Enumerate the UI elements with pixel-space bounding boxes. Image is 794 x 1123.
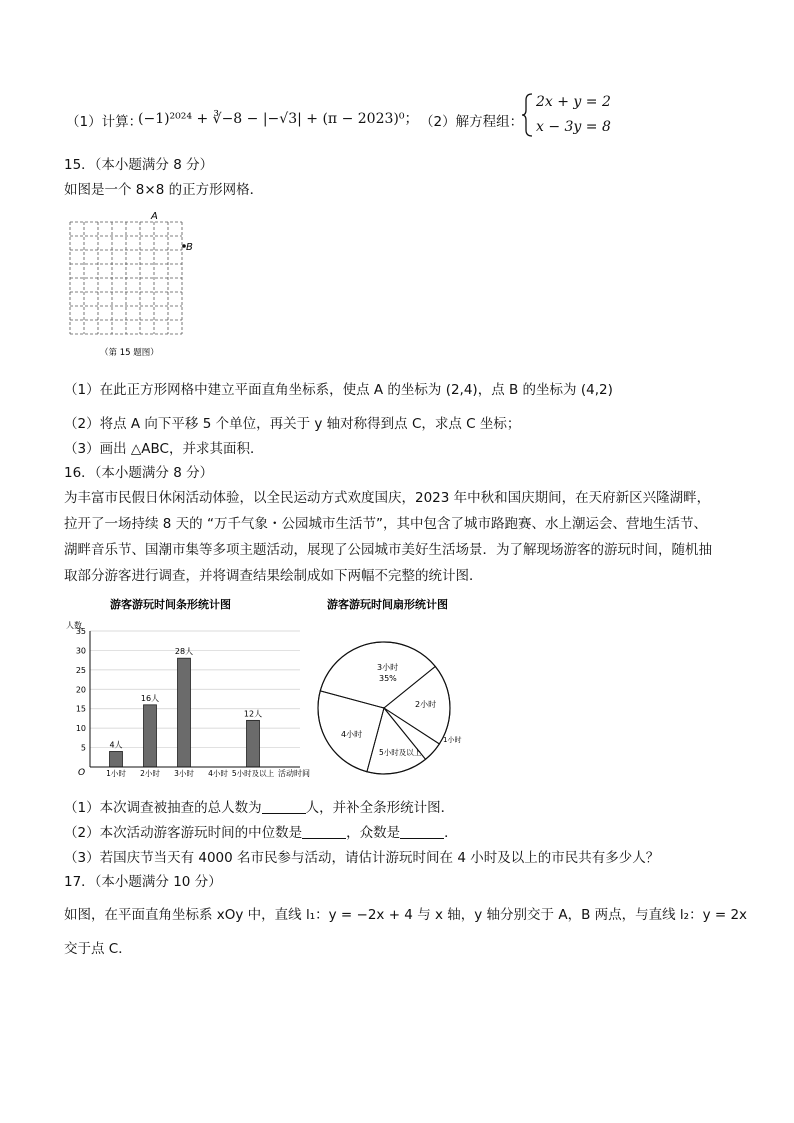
answer-blank-total[interactable] [262, 799, 306, 814]
bar-ytick-label: 20 [75, 685, 86, 695]
bar-category-label: 2小时 [140, 769, 160, 778]
bar-ytick-label: 30 [75, 646, 86, 656]
bar-chart-gridlines [90, 631, 300, 748]
bar-chart-yticks [76, 627, 86, 753]
bar-data-label: 12人 [243, 709, 263, 719]
q14-equation-1: 2x + y = 2 [536, 94, 611, 110]
q14-part1-expression: (−1)²⁰²⁴ + ∛−8 − |−√3| + (π − 2023)⁰； [138, 111, 419, 127]
bar-category-label: 4小时 [208, 769, 228, 778]
point-a-label: A [151, 211, 158, 222]
bar-data-label: 28人 [174, 647, 194, 657]
q16-item-1-text-b: 人，并补全条形统计图． [305, 800, 455, 816]
bar-ytick-label: 25 [75, 665, 86, 675]
bar-chart-category-labels [106, 768, 275, 778]
pie-label-5h-plus: 5小时及以上 [379, 748, 422, 757]
grid-lines [70, 222, 182, 334]
bar-3 [178, 658, 191, 767]
bar-5 [247, 720, 260, 767]
point-b-label: B [186, 242, 193, 253]
q16-paragraph-line-2: 拉开了一场持续 8 天的 “万千气象・公园城市生活节”，其中包含了城市路跑赛、水上潮运会、营地生活节、 [64, 516, 707, 532]
bar-chart-title: 游客游玩时间条形统计图 [110, 598, 231, 611]
q16-item-2-text-a: （2）本次活动游客游玩时间的中位数是 [64, 825, 303, 841]
q16-paragraph-line-1: 为丰富市民假日休闲活动体验，以全民运动方式欢度国庆，2023 年中秋和国庆期间，在天府新区兴隆湖畔， [64, 490, 711, 506]
q15-grid-figure [60, 205, 200, 360]
q16-item-3: （3）若国庆节当天有 4000 名市民参与活动，请估计游玩时间在 4 小时及以上的市民共有多少人？ [64, 850, 660, 866]
bar-chart-bars [110, 658, 263, 767]
bar-category-label: 1小时 [106, 769, 126, 778]
bar-1 [110, 751, 123, 767]
q16-item-2 [64, 821, 458, 841]
q17-line-1: 如图，在平面直角坐标系 xOy 中，直线 l₁：y = −2x + 4 与 x 轴，y 轴分别交于 A，B 两点，与直线 l₂：y = 2x [64, 907, 748, 923]
answer-blank-median[interactable] [302, 824, 346, 839]
pie-chart-title: 游客游玩时间扇形统计图 [327, 598, 448, 611]
pie-label-1h: 1小时 [443, 736, 462, 744]
q14-part2-label: （2）解方程组： [420, 114, 524, 130]
bar-ytick-label: 35 [75, 627, 86, 636]
bar-data-label: 4人 [109, 740, 123, 750]
bar-chart-xlabel: 活动时间 [278, 769, 310, 778]
answer-blank-mode[interactable] [400, 824, 444, 839]
q16-item-1 [64, 796, 454, 816]
q15-item-3: （3）画出 △ABC，并求其面积． [64, 441, 264, 457]
bar-ytick-label: 10 [75, 724, 86, 734]
q14-equation-2: x − 3y = 8 [536, 119, 611, 135]
pie-label-2h: 2小时 [415, 700, 437, 709]
q17-heading: 17．（本小题满分 10 分） [64, 874, 222, 890]
q16-item-1-text-a: （1）本次调查被抽查的总人数为 [64, 800, 262, 816]
q16-paragraph-line-3: 湖畔音乐节、国潮市集等多项主题活动，展现了公园城市美好生活场景．为了解现场游客的游玩时间，随机抽 [64, 542, 712, 558]
q16-item-2-text-c: ． [444, 825, 458, 841]
q15-item-2: （2）将点 A 向下平移 5 个单位，再关于 y 轴对称得到点 C，求点 C 坐标； [64, 416, 521, 432]
q17-line-2: 交于点 C． [64, 941, 132, 957]
q16-heading: 16．（本小题满分 8 分） [64, 465, 214, 481]
bar-chart [60, 595, 315, 785]
bar-ytick-label: 5 [80, 743, 86, 753]
pie-label-4h: 4小时 [341, 730, 363, 739]
q14-part1-label: （1）计算： [66, 114, 143, 130]
bar-2 [144, 705, 157, 767]
q16-paragraph-line-4: 取部分游客进行调查，并将调查结果绘制成如下两幅不完整的统计图． [64, 568, 483, 584]
q16-item-2-text-b: ，众数是 [346, 825, 401, 841]
bar-chart-ylabel: 人数 [66, 621, 82, 630]
bar-ytick-label: 15 [75, 704, 86, 714]
pie-label-3h-percent: 35% [379, 674, 397, 683]
bar-data-label: 16人 [140, 693, 160, 703]
bar-category-label: 3小时 [174, 769, 194, 778]
system-brace-icon [520, 92, 534, 138]
q15-item-1: （1）在此正方形网格中建立平面直角坐标系，使点 A 的坐标为 (2,4)，点 B 的坐标为 (4,2) [64, 382, 613, 398]
pie-label-3h: 3小时 [377, 663, 399, 672]
pie-chart [315, 595, 475, 785]
q15-figure-caption: （第 15 题图） [100, 348, 159, 358]
bar-category-label: 5小时及以上 [231, 769, 275, 778]
q15-intro: 如图是一个 8×8 的正方形网格． [64, 182, 264, 198]
q15-heading: 15．（本小题满分 8 分） [64, 157, 214, 173]
bar-chart-origin: O [78, 768, 86, 778]
